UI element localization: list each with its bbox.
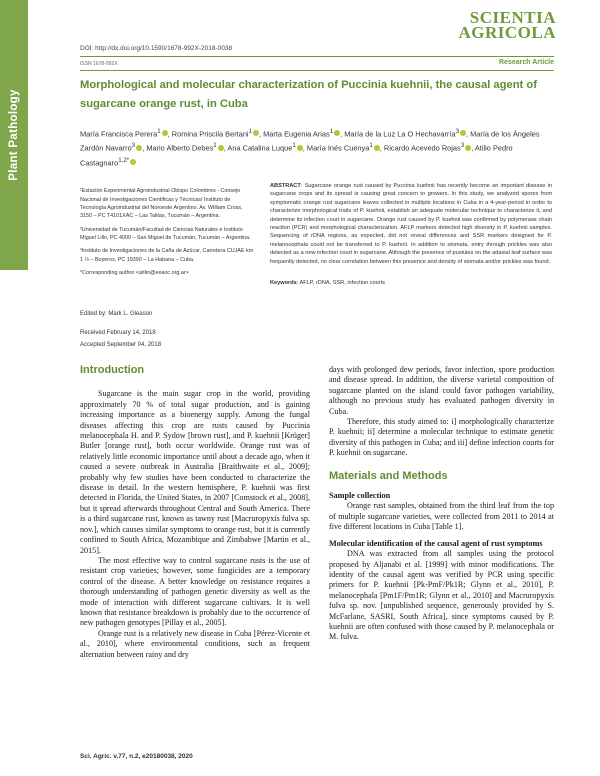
author-list: María Francisca Perera$^1$ , Romina Priscila Bertani$^1$ , Marta Eugenia Arias$^1$ , María de la Luz La O Hechavarría$^3$ , María de los Ángeles Zardón Navarro$^3$ , Mario Alberto Debes$^1$ , Ana Catalina Luque$^1$ , María Inés Cuenya$^1$ , Ricardo Acevedo Rojas$^3$ , Atilio Pedro Castagnaro$^{1,2*}$ [80, 128, 540, 168]
journal-logo [458, 10, 556, 40]
intro-paragraph-1: Sugarcane is the main sugar crop in the world, providing approximately 70 % of total sugar production, and is gaining increasing importance as a bioenergy supply. Among the fungal diseases affecting this crop are rusts caused by Puccinia melanocephala H. and P. Sydow [brown rust], and P. kuehnii [Krüger] Butler [orange rust], both occur worldwide. Orange rust was of relatively little economic importance until about a decade ago, when it caused a severe outbreak in Australia [Braithwaite et al., 2009]; probably why few studies have been conducted to characterize the disease in detail. In the western hemisphere, P. kuehnii was first detected in Florida, the United States, in 2007 [Comstock et al., 2008], but it spread afterwards throughout Central and South America. There is a third sugarcane rust, known as tawny rust [Macruropyxis fulva sp. nov.], which causes similar symptoms to orange rust, but it is currently confined to South Africa, Mozambique and Zimbabwe [Martin et al., 2015]. [80, 389, 310, 555]
abstract-label: ABSTRACT [270, 183, 301, 189]
orcid-icon[interactable] [334, 130, 340, 136]
corresponding-author[interactable]: *Corresponding author <atilio@eeaoc.org.ar> [80, 270, 189, 277]
orcid-icon[interactable] [253, 130, 259, 136]
keywords-text: AFLP, rDNA, SSR, infection courts [299, 280, 385, 286]
affiliation-2: ²Universidad de Tucumán/Facultad de Ciencias Naturales e Instituto Miguel Lillo, PC 4000 – San Miguel de Tucumán, Tucumán – Argentina. [80, 226, 251, 241]
intro-paragraph-2: The most effective way to control sugarcane rusts is the use of resistant crop varieties; however, some fungicides are a temporary control of the disease. A better knowledge on resistance requires a thorough understanding of pathogen genetic diversity as well as the mode of interaction with different sugarcane cultivars. It is well known that resistance breakdown is probably due to the occurrence of new pathogen genotypes [Pillay et al., 2005]. [80, 555, 310, 628]
issn: ISSN 1678-992X [80, 61, 118, 67]
body-left-column [80, 365, 310, 660]
affiliations [80, 182, 255, 283]
author-name[interactable]: María de la Luz La O Hechavarría [344, 129, 456, 139]
keywords-label: Keywords [270, 280, 297, 286]
molecular-heading: Molecular identification of the causal agent of rust symptoms [329, 538, 543, 548]
article-title: Morphological and molecular characterization of Puccinia kuehnii, the causal agent of sugarcane orange rust, in Cuba [80, 79, 537, 110]
body-right-column [329, 365, 554, 643]
orcid-icon[interactable] [374, 145, 380, 151]
right-paragraph-1: days with prolonged dew periods, favor infection, spore production and disease spread. In addition, the diverse varietal composition of sugarcane planted on the island could favor pathogen variability, although no previous study has evaluated pathogen diversity in Cuba. [329, 365, 554, 416]
orcid-icon[interactable] [297, 145, 303, 151]
author-name[interactable]: María de los Ángeles Zardón Navarro [80, 129, 540, 153]
methods-heading: Materials and Methods [329, 469, 448, 482]
author-name[interactable]: María Inés Cuenya [306, 143, 370, 153]
logo-line-1: SCIENTIA [469, 8, 556, 27]
author-name[interactable]: Ricardo Acevedo Rojas [383, 143, 461, 153]
sample-collection-heading: Sample collection [329, 491, 391, 501]
orcid-icon[interactable] [130, 159, 136, 165]
page-footer: Sci. Agric. v.77, n.2, e20180038, 2020 [80, 753, 193, 760]
section-sidebar [0, 0, 28, 270]
orcid-icon[interactable] [162, 130, 168, 136]
orcid-icon[interactable] [460, 130, 466, 136]
author-name[interactable]: María Francisca Perera [80, 129, 158, 139]
header-divider [80, 56, 554, 57]
author-name[interactable]: Romina Priscila Bertani [171, 129, 249, 139]
abstract: ABSTRACT: Sugarcane orange rust caused by Puccinia kuehnii has recently become an important disease in sugarcane crops and its spread is causing great concern to growers. In this study, we analyzed spores from symptomatic orange rust sugarcane leaves collected in multiple locations in Cuba in a 4-year-period in order to characterize morphological traits of P. kuehnii, establish an adequate molecular technique to characterize it, and determine its infection court in sugarcane. Orange rust caused by P. kuehnii was confirmed by polymerase chain reaction (PCR) and morphological characterization. AFLP markers detected high diversity in P. kuehnii samples. Sequencing of rDNA regions, as expected, did not reveal differences and SSR markers designed for P. melanocephala could not be transferred to P. kuehnii. In addition to stomata, entry through prickles was also detected as a new infection court in sugarcane. Although the presence of pustules on the adaxial leaf surface was frequently detected, no clear correlation between this presence and density of stomata and/or prickles was found. [270, 183, 552, 265]
author-name[interactable]: Atilio Pedro Castagnaro [80, 143, 513, 168]
article-type: Research Article [499, 59, 554, 66]
sample-paragraph: Orange rust samples, obtained from the third leaf from the top of multiple sugarcane varieties, were collected from 2011 to 2014 at five different locations in Cuba [Table 1]. [329, 501, 554, 532]
orcid-icon[interactable] [465, 145, 471, 151]
author-name[interactable]: Mario Alberto Debes [146, 143, 214, 153]
orcid-icon[interactable] [136, 145, 142, 151]
affiliation-1: ¹Estación Experimental Agroindustrial Obispo Colombres - Consejo Nacional de Investigaciones Científicas y Técnicas/ Instituto de Tecnología Agroindustrial del Noroeste Argentino. Av. William Cross, 3150 – PC T4101XAC – Las Talitas, Tucumán – Argentina. [80, 188, 243, 219]
keywords: Keywords: AFLP, rDNA, SSR, infection courts [270, 280, 385, 286]
article-dates [80, 327, 161, 351]
doi-link[interactable]: DOI: http://dx.doi.org/10.1590/1678-992X-2018-0038 [80, 45, 233, 52]
introduction-heading: Introduction [80, 364, 145, 376]
section-label: Plant Pathology [8, 89, 20, 181]
author-name[interactable]: Marta Eugenia Arias [263, 129, 330, 139]
received-date: Received February 14, 2018 [80, 330, 156, 336]
abstract-text: Sugarcane orange rust caused by Puccinia kuehnii has recently become an important disease in sugarcane crops and its spread is causing great concern to growers. In this study, we analyzed spores from symptomatic orange rust sugarcane leaves collected in multiple locations in Cuba in a 4-year-period in order to characterize morphological traits of P. kuehnii, establish an adequate molecular technique to characterize it, and determine its infection court in sugarcane. Orange rust caused by P. kuehnii was confirmed by polymerase chain reaction (PCR) and morphological characterization. AFLP markers detected high diversity in P. kuehnii samples. Sequencing of rDNA regions, as expected, did not reveal differences and SSR markers designed for P. melanocephala could not be transferred to P. kuehnii. In addition to stomata, entry through prickles was also detected as a new infection court in sugarcane. Although the presence of pustules on the adaxial leaf surface was frequently detected, no clear correlation between this presence and density of stomata and/or prickles was found. [270, 183, 552, 265]
orcid-icon[interactable] [218, 145, 224, 151]
accepted-date: Accepted September 04, 2018 [80, 342, 162, 348]
right-paragraph-2: Therefore, this study aimed to: i] morphologically characterize P. kuehnii; ii] determine a molecular technique to estimate genetic diversity of this pathogen in Cuba; and iii] define infection courts for P. kuehnii on sugarcane. [329, 417, 554, 458]
title-divider [80, 70, 554, 71]
author-name[interactable]: Ana Catalina Luque [227, 143, 293, 153]
editor-note: Edited by: Mark L. Gleason [80, 311, 153, 317]
affiliation-3: ³Instituto de Investigaciones de la Caña de Azúcar, Carretera CUJAE km 1 ½ – Boyeros, PC 19390 – La Habana – Cuba. [80, 248, 254, 263]
intro-paragraph-3: Orange rust is a relatively new disease in Cuba [Pérez-Vicente et al., 2010], where environmental conditions, such as frequent alternation between rainy and dry [80, 628, 310, 659]
molecular-paragraph: DNA was extracted from all samples using the protocol proposed by Aljanabi et al. [1999] with minor modifications. The identity of the causal agent was verified by PCR using specific primers for P. kuehnii [Pk-PmF/Pk1R; Glynn et al., 2010], P. melanocephala [Pm1F/Pm1R; Glynn et al., 2010] and Macruropyxis fulva sp. nov. [unpublished sequence, generously provided by S. McFarlane, SASRI, South Africa], since symptoms caused by P. kuehnii are often confused with those caused by P. melanocephala or M. fulva. [329, 549, 554, 642]
logo-line-2: AGRICOLA [458, 23, 556, 42]
